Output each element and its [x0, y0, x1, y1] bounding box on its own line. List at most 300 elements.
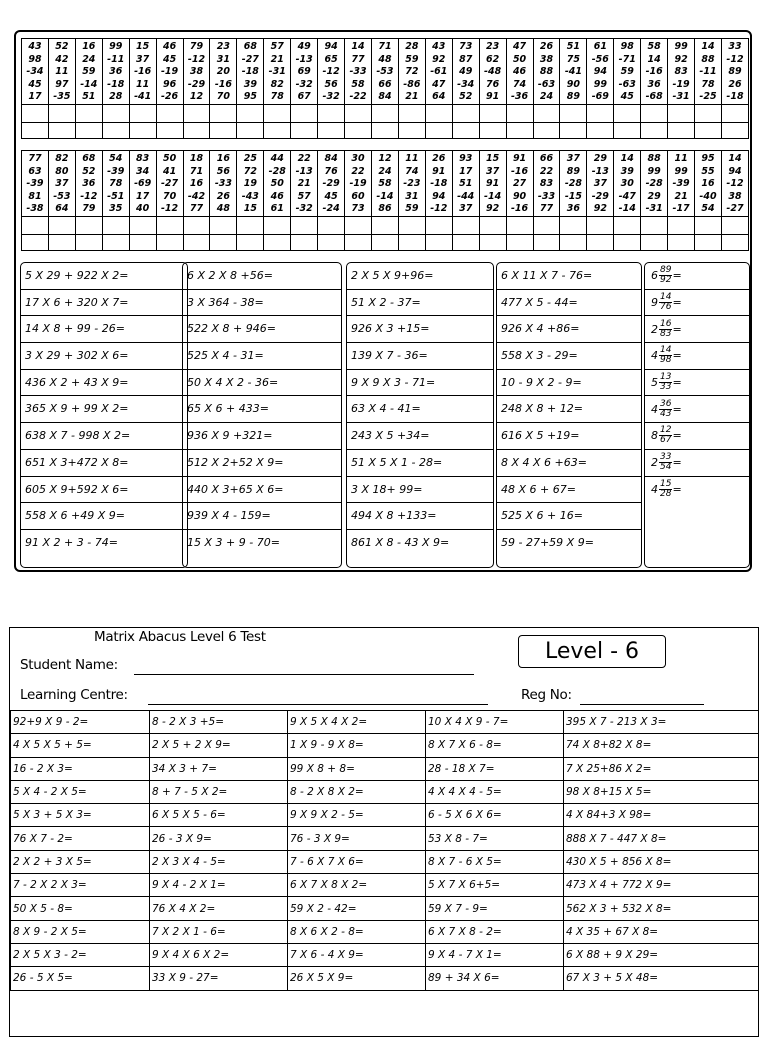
fraction-row[interactable] [645, 263, 749, 290]
problem-cell[interactable]: 4 X 4 X 4 - 5= [426, 780, 564, 803]
number-cell: 38 [721, 191, 748, 204]
number-cell: 28 [102, 91, 129, 104]
problem-row[interactable]: 939 X 4 - 159= [183, 503, 341, 530]
answer-cell[interactable] [318, 104, 345, 122]
answer-cell[interactable] [318, 122, 345, 138]
answer-cell[interactable] [587, 216, 614, 234]
problem-cell[interactable]: 6 X 7 X 8 X 2= [288, 874, 426, 897]
problem-row[interactable]: 6 X 2 X 8 +56= [183, 263, 341, 290]
problem-cell[interactable]: 8 X 6 X 2 - 8= [288, 920, 426, 943]
answer-cell[interactable] [75, 216, 102, 234]
number-cell: 14 [721, 151, 748, 166]
number-cell: 22 [291, 151, 318, 166]
problem-row[interactable]: 8 X 4 X 6 +63= [497, 450, 641, 477]
answer-cell[interactable] [668, 104, 695, 122]
answer-cell[interactable] [22, 234, 49, 250]
answer-cell[interactable] [587, 104, 614, 122]
answer-cell[interactable] [129, 234, 156, 250]
problem-cell[interactable]: 430 X 5 + 856 X 8= [564, 850, 759, 873]
problem-cell[interactable]: 98 X 8+15 X 5= [564, 780, 759, 803]
answer-cell[interactable] [156, 234, 183, 250]
answer-cell[interactable] [129, 216, 156, 234]
problem-row[interactable]: 2 X 5 X 9+96= [347, 263, 493, 290]
problem-row[interactable]: 6 X 11 X 7 - 76= [497, 263, 641, 290]
number-cell: 94 [587, 66, 614, 79]
number-cell: 49 [452, 66, 479, 79]
number-cell: 54 [102, 151, 129, 166]
answer-cell[interactable] [291, 234, 318, 250]
answer-cell[interactable] [210, 234, 237, 250]
answer-cell[interactable] [695, 216, 722, 234]
answer-cell[interactable] [183, 122, 210, 138]
problem-row[interactable]: 558 X 3 - 29= [497, 343, 641, 370]
problem-row[interactable]: 10 - 9 X 2 - 9= [497, 370, 641, 397]
problem-cell[interactable]: 50 X 5 - 8= [11, 897, 150, 920]
problem-cell[interactable]: 34 X 3 + 7= [150, 757, 288, 780]
student-name-line[interactable] [134, 674, 474, 675]
number-cell: -31 [668, 91, 695, 104]
answer-cell[interactable] [479, 122, 506, 138]
problem-row[interactable]: 651 X 3+472 X 8= [21, 450, 187, 477]
problem-cell[interactable]: 9 X 9 X 2 - 5= [288, 804, 426, 827]
number-cell: 71 [183, 166, 210, 179]
number-cell: -11 [102, 54, 129, 67]
number-cell: -16 [129, 66, 156, 79]
problem-cell[interactable]: 7 X 6 - 4 X 9= [288, 943, 426, 966]
problem-row[interactable]: 14 X 8 + 99 - 26= [21, 316, 187, 343]
fraction [659, 453, 672, 472]
fraction-row[interactable] [645, 343, 749, 370]
problem-cell[interactable]: 7 X 25+86 X 2= [564, 757, 759, 780]
answer-cell[interactable] [75, 234, 102, 250]
answer-cell[interactable] [264, 234, 291, 250]
number-cell: -12 [721, 54, 748, 67]
answer-cell[interactable] [533, 216, 560, 234]
fraction-row[interactable] [645, 290, 749, 317]
answer-cell[interactable] [75, 104, 102, 122]
number-cell: 21 [264, 54, 291, 67]
number-cell: 26 [425, 151, 452, 166]
answer-cell[interactable] [614, 216, 641, 234]
answer-cell[interactable] [48, 104, 75, 122]
problem-cell[interactable]: 8 X 7 X 6 - 8= [426, 734, 564, 757]
number-cell: 26 [721, 79, 748, 92]
number-cell: 23 [210, 39, 237, 54]
problem-cell[interactable]: 89 + 34 X 6= [426, 967, 564, 990]
answer-cell[interactable] [210, 104, 237, 122]
answer-cell[interactable] [156, 216, 183, 234]
problem-row[interactable]: 638 X 7 - 998 X 2= [21, 423, 187, 450]
problem-row[interactable]: 3 X 29 + 302 X 6= [21, 343, 187, 370]
problem-cell[interactable]: 8 + 7 - 5 X 2= [150, 780, 288, 803]
answer-cell[interactable] [371, 104, 398, 122]
answer-cell[interactable] [345, 234, 372, 250]
problem-cell[interactable]: 473 X 4 + 772 X 9= [564, 874, 759, 897]
number-cell: -44 [452, 191, 479, 204]
answer-cell[interactable] [560, 104, 587, 122]
problem-cell[interactable]: 2 X 5 X 3 - 2= [11, 943, 150, 966]
answer-cell[interactable] [210, 216, 237, 234]
number-cell: 45 [318, 191, 345, 204]
whole-number: 2 [651, 322, 658, 336]
answer-cell[interactable] [345, 122, 372, 138]
answer-cell[interactable] [641, 234, 668, 250]
number-cell: 33 [721, 39, 748, 54]
problem-cell[interactable]: 4 X 35 + 67 X 8= [564, 920, 759, 943]
answer-cell[interactable] [102, 234, 129, 250]
number-cell: -16 [506, 203, 533, 216]
number-cell: -47 [614, 191, 641, 204]
problem-row[interactable]: 616 X 5 +19= [497, 423, 641, 450]
answer-cell[interactable] [641, 122, 668, 138]
number-cell: 18 [183, 151, 210, 166]
answer-cell[interactable] [22, 104, 49, 122]
answer-cell[interactable] [479, 104, 506, 122]
problem-cell[interactable]: 2 X 3 X 4 - 5= [150, 850, 288, 873]
problem-cell[interactable]: 26 - 5 X 5= [11, 967, 150, 990]
problem-cell[interactable]: 8 - 2 X 3 +5= [150, 711, 288, 734]
number-cell: 99 [587, 79, 614, 92]
problem-cell[interactable]: 33 X 9 - 27= [150, 967, 288, 990]
number-cell: 75 [560, 54, 587, 67]
problem-cell[interactable]: 26 - 3 X 9= [150, 827, 288, 850]
answer-cell[interactable] [22, 122, 49, 138]
problem-row[interactable]: 243 X 5 +34= [347, 423, 493, 450]
answer-cell[interactable] [345, 216, 372, 234]
answer-cell[interactable] [452, 216, 479, 234]
answer-cell[interactable] [452, 122, 479, 138]
number-cell: 16 [75, 39, 102, 54]
answer-cell[interactable] [614, 104, 641, 122]
problem-cell[interactable]: 28 - 18 X 7= [426, 757, 564, 780]
problem-cell[interactable]: 562 X 3 + 532 X 8= [564, 897, 759, 920]
number-cell: 88 [641, 151, 668, 166]
problem-row[interactable]: 248 X 8 + 12= [497, 396, 641, 423]
answer-cell[interactable] [102, 216, 129, 234]
problem-row[interactable]: 48 X 6 + 67= [497, 477, 641, 504]
answer-cell[interactable] [129, 122, 156, 138]
answer-cell[interactable] [425, 216, 452, 234]
answer-cell[interactable] [533, 234, 560, 250]
problem-cell[interactable]: 99 X 8 + 8= [288, 757, 426, 780]
number-cell: 94 [318, 39, 345, 54]
problem-row[interactable]: 522 X 8 + 946= [183, 316, 341, 343]
answer-cell[interactable] [264, 216, 291, 234]
problem-cell[interactable]: 7 - 6 X 7 X 6= [288, 850, 426, 873]
problem-cell[interactable]: 6 X 88 + 9 X 29= [564, 943, 759, 966]
answer-cell[interactable] [156, 104, 183, 122]
number-cell: 79 [75, 203, 102, 216]
answer-cell[interactable] [587, 234, 614, 250]
answer-cell[interactable] [452, 104, 479, 122]
answer-cell[interactable] [398, 104, 425, 122]
answer-cell[interactable] [318, 234, 345, 250]
answer-cell[interactable] [560, 216, 587, 234]
answer-cell[interactable] [506, 104, 533, 122]
answer-cell[interactable] [425, 234, 452, 250]
fraction-row[interactable] [645, 370, 749, 397]
problem-cell[interactable]: 7 X 2 X 1 - 6= [150, 920, 288, 943]
problem-cell[interactable]: 5 X 7 X 6+5= [426, 874, 564, 897]
answer-cell[interactable] [641, 104, 668, 122]
number-cell: -26 [156, 91, 183, 104]
number-cell: 68 [237, 39, 264, 54]
problem-cell[interactable]: 76 X 4 X 2= [150, 897, 288, 920]
number-cell: -12 [183, 54, 210, 67]
answer-cell[interactable] [668, 216, 695, 234]
problem-row[interactable]: 558 X 6 +49 X 9= [21, 503, 187, 530]
problem-row[interactable]: 494 X 8 +133= [347, 503, 493, 530]
fraction-row[interactable] [645, 477, 749, 504]
number-cell: 52 [452, 91, 479, 104]
answer-cell[interactable] [560, 234, 587, 250]
number-cell: 99 [668, 39, 695, 54]
problem-cell[interactable]: 5 X 3 + 5 X 3= [11, 804, 150, 827]
answer-cell[interactable] [668, 234, 695, 250]
answer-cell[interactable] [102, 122, 129, 138]
answer-cell[interactable] [614, 234, 641, 250]
problem-cell[interactable]: 74 X 8+82 X 8= [564, 734, 759, 757]
answer-cell[interactable] [371, 122, 398, 138]
problem-cell[interactable]: 59 X 7 - 9= [426, 897, 564, 920]
number-cell: -28 [560, 178, 587, 191]
number-cell: 77 [183, 203, 210, 216]
answer-cell[interactable] [48, 122, 75, 138]
problem-cell[interactable]: 888 X 7 - 447 X 8= [564, 827, 759, 850]
problem-row[interactable]: 861 X 8 - 43 X 9= [351, 535, 450, 549]
answer-cell[interactable] [237, 234, 264, 250]
problem-cell[interactable]: 92+9 X 9 - 2= [11, 711, 150, 734]
answer-cell[interactable] [371, 216, 398, 234]
number-cell: 92 [425, 54, 452, 67]
answer-cell[interactable] [533, 104, 560, 122]
number-cell: 35 [102, 203, 129, 216]
answer-cell[interactable] [533, 122, 560, 138]
answer-cell[interactable] [264, 122, 291, 138]
answer-cell[interactable] [291, 216, 318, 234]
fraction-column [644, 262, 750, 568]
problem-cell[interactable]: 10 X 4 X 9 - 7= [426, 711, 564, 734]
problem-cell[interactable]: 2 X 2 + 3 X 5= [11, 850, 150, 873]
number-cell: 24 [533, 91, 560, 104]
number-cell: 62 [479, 54, 506, 67]
problem-row[interactable]: 9 X 9 X 3 - 71= [347, 370, 493, 397]
answer-cell[interactable] [291, 122, 318, 138]
answer-cell[interactable] [452, 234, 479, 250]
problem-cell[interactable]: 5 X 4 - 2 X 5= [11, 780, 150, 803]
number-cell: -27 [156, 178, 183, 191]
problem-cell[interactable]: 16 - 2 X 3= [11, 757, 150, 780]
problem-row[interactable]: 65 X 6 + 433= [183, 396, 341, 423]
problem-row[interactable]: 139 X 7 - 36= [347, 343, 493, 370]
problem-row[interactable]: 477 X 5 - 44= [497, 290, 641, 317]
fraction-row[interactable] [645, 423, 749, 450]
fraction [659, 480, 672, 499]
number-row [22, 91, 749, 104]
number-cell: 45 [614, 91, 641, 104]
answer-cell[interactable] [479, 216, 506, 234]
number-cell: 88 [695, 54, 722, 67]
problem-row[interactable]: 436 X 2 + 43 X 9= [21, 370, 187, 397]
answer-cell[interactable] [48, 234, 75, 250]
number-cell: 34 [129, 166, 156, 179]
problem-cell[interactable]: 9 X 4 X 6 X 2= [150, 943, 288, 966]
problem-row[interactable]: 605 X 9+592 X 6= [21, 477, 187, 504]
problem-cell[interactable]: 8 - 2 X 8 X 2= [288, 780, 426, 803]
problem-row[interactable]: 512 X 2+52 X 9= [183, 450, 341, 477]
problem-row[interactable]: 525 X 6 + 16= [497, 503, 641, 530]
problem-row[interactable]: 91 X 2 + 3 - 74= [25, 535, 118, 549]
fraction-row[interactable] [645, 450, 749, 477]
problem-row[interactable]: 926 X 3 +15= [347, 316, 493, 343]
number-cell: 37 [129, 54, 156, 67]
answer-cell[interactable] [695, 234, 722, 250]
problem-cell[interactable]: 8 X 9 - 2 X 5= [11, 920, 150, 943]
fraction-row[interactable] [645, 316, 749, 343]
learning-centre-line[interactable] [148, 704, 488, 705]
answer-cell[interactable] [506, 122, 533, 138]
problem-cell[interactable]: 4 X 5 X 5 + 5= [11, 734, 150, 757]
problem-cell[interactable]: 76 X 7 - 2= [11, 827, 150, 850]
denominator: 43 [660, 408, 672, 419]
equals-sign: = [672, 483, 682, 497]
problem-cell[interactable]: 4 X 84+3 X 98= [564, 804, 759, 827]
number-cell: -39 [102, 166, 129, 179]
answer-cell[interactable] [237, 104, 264, 122]
answer-cell[interactable] [210, 122, 237, 138]
reg-no-line[interactable] [580, 704, 704, 705]
numerator: 89 [660, 265, 672, 276]
mixed-fraction [651, 400, 682, 419]
answer-cell[interactable] [237, 122, 264, 138]
problem-cell[interactable]: 6 X 7 X 8 - 2= [426, 920, 564, 943]
answer-cell[interactable] [75, 122, 102, 138]
number-cell: -86 [398, 79, 425, 92]
answer-cell[interactable] [721, 104, 748, 122]
answer-cell[interactable] [48, 216, 75, 234]
answer-cell[interactable] [506, 234, 533, 250]
problem-column-4 [496, 262, 642, 568]
number-cell: 31 [210, 54, 237, 67]
problem-row[interactable]: 926 X 4 +86= [497, 316, 641, 343]
answer-cell[interactable] [614, 122, 641, 138]
equals-sign: = [672, 456, 682, 470]
problem-cell[interactable]: 8 X 7 - 6 X 5= [426, 850, 564, 873]
problem-cell[interactable]: 76 - 3 X 9= [288, 827, 426, 850]
problem-row[interactable]: 3 X 364 - 38= [183, 290, 341, 317]
numerator: 14 [660, 292, 672, 303]
number-cell: 83 [129, 151, 156, 166]
answer-cell[interactable] [318, 216, 345, 234]
fraction [659, 320, 672, 339]
answer-cell[interactable] [641, 216, 668, 234]
problem-row[interactable]: 440 X 3+65 X 6= [183, 477, 341, 504]
answer-cell[interactable] [721, 234, 748, 250]
number-cell: 78 [695, 79, 722, 92]
answer-cell[interactable] [479, 234, 506, 250]
problem-cell[interactable]: 26 X 5 X 9= [288, 967, 426, 990]
answer-cell[interactable] [102, 104, 129, 122]
problem-row[interactable]: 63 X 4 - 41= [347, 396, 493, 423]
answer-cell[interactable] [129, 104, 156, 122]
number-cell: 77 [22, 151, 49, 166]
problem-cell[interactable]: 7 - 2 X 2 X 3= [11, 874, 150, 897]
answer-cell[interactable] [506, 216, 533, 234]
problem-row[interactable]: 50 X 4 X 2 - 36= [183, 370, 341, 397]
problem-cell[interactable]: 2 X 5 + 2 X 9= [150, 734, 288, 757]
answer-cell[interactable] [371, 234, 398, 250]
problem-cell[interactable]: 67 X 3 + 5 X 48= [564, 967, 759, 990]
answer-cell[interactable] [668, 122, 695, 138]
answer-cell[interactable] [264, 104, 291, 122]
problem-cell[interactable]: 9 X 5 X 4 X 2= [288, 711, 426, 734]
numerator: 13 [660, 372, 672, 383]
answer-cell[interactable] [398, 122, 425, 138]
problem-cell[interactable]: 59 X 2 - 42= [288, 897, 426, 920]
worksheet-top [14, 30, 752, 572]
number-cell: 47 [425, 79, 452, 92]
answer-cell[interactable] [183, 104, 210, 122]
answer-cell[interactable] [695, 122, 722, 138]
answer-cell[interactable] [183, 216, 210, 234]
number-cell: 56 [318, 79, 345, 92]
answer-cell[interactable] [291, 104, 318, 122]
problem-row[interactable]: 525 X 4 - 31= [183, 343, 341, 370]
number-cell: -13 [291, 54, 318, 67]
number-cell: 24 [371, 166, 398, 179]
number-cell: 71 [371, 39, 398, 54]
answer-cell[interactable] [425, 104, 452, 122]
problem-cell[interactable]: 9 X 4 - 7 X 1= [426, 943, 564, 966]
problem-row[interactable]: 5 X 29 + 922 X 2= [21, 263, 187, 290]
answer-cell[interactable] [398, 234, 425, 250]
problem-cell[interactable]: 53 X 8 - 7= [426, 827, 564, 850]
problem-row[interactable]: 365 X 9 + 99 X 2= [21, 396, 187, 423]
fraction [659, 426, 672, 445]
problem-row[interactable]: 51 X 2 - 37= [347, 290, 493, 317]
answer-cell[interactable] [345, 104, 372, 122]
problem-row[interactable]: 3 X 18+ 99= [347, 477, 493, 504]
fraction-row[interactable] [645, 396, 749, 423]
problem-row[interactable]: 59 - 27+59 X 9= [501, 535, 594, 549]
answer-cell[interactable] [156, 122, 183, 138]
number-cell: 76 [479, 79, 506, 92]
number-cell: -39 [22, 178, 49, 191]
answer-cell[interactable] [22, 216, 49, 234]
answer-cell[interactable] [587, 122, 614, 138]
problem-cell[interactable]: 1 X 9 - 9 X 8= [288, 734, 426, 757]
number-cell: -15 [560, 191, 587, 204]
answer-cell[interactable] [425, 122, 452, 138]
problem-cell[interactable]: 9 X 4 - 2 X 1= [150, 874, 288, 897]
problem-cell[interactable]: 6 - 5 X 6 X 6= [426, 804, 564, 827]
problem-cell[interactable]: 395 X 7 - 213 X 3= [564, 711, 759, 734]
answer-cell[interactable] [237, 216, 264, 234]
problem-row[interactable]: 15 X 3 + 9 - 70= [187, 535, 280, 549]
answer-row [22, 234, 749, 250]
answer-cell[interactable] [183, 234, 210, 250]
numerator: 33 [660, 452, 672, 463]
answer-cell[interactable] [721, 216, 748, 234]
problem-cell[interactable]: 6 X 5 X 5 - 6= [150, 804, 288, 827]
problem-row[interactable]: 51 X 5 X 1 - 28= [347, 450, 493, 477]
answer-cell[interactable] [560, 122, 587, 138]
answer-cell[interactable] [695, 104, 722, 122]
problem-row[interactable]: 936 X 9 +321= [183, 423, 341, 450]
problem-row[interactable]: 17 X 6 + 320 X 7= [21, 290, 187, 317]
answer-cell[interactable] [721, 122, 748, 138]
answer-cell[interactable] [398, 216, 425, 234]
